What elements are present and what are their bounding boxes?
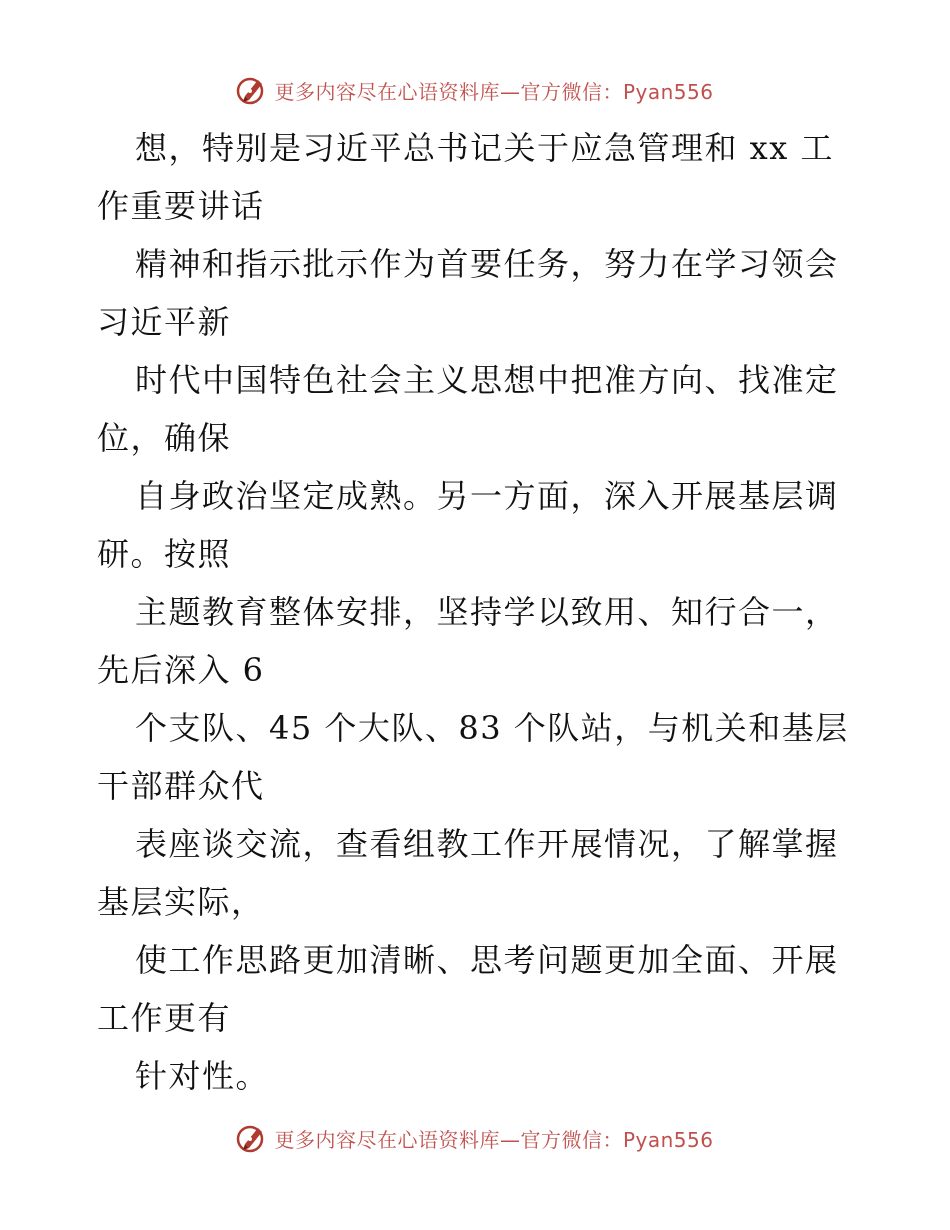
- watermark-text: 更多内容尽在心语资料库—官方微信：Pyan556: [274, 79, 714, 104]
- text-line: 针对性。: [135, 1057, 270, 1095]
- text-line: 研。按照: [97, 535, 232, 573]
- text-line: 精神和指示批示作为首要任务，努力在学习领会: [135, 245, 839, 283]
- text-line: 位，确保: [97, 419, 232, 457]
- text-line: 作重要讲话: [97, 187, 265, 225]
- text-line: 个支队、45 个大队、83 个队站，与机关和基层: [135, 709, 849, 747]
- text-line: 表座谈交流，查看组教工作开展情况，了解掌握: [135, 825, 839, 863]
- text-line: 使工作思路更加清晰、思考问题更加全面、开展: [135, 941, 839, 979]
- text-line: 主题教育整体安排，坚持学以致用、知行合一，: [135, 593, 839, 631]
- pen-nib-logo-icon: [236, 1122, 268, 1154]
- text-line: 想，特别是习近平总书记关于应急管理和 xx 工: [135, 129, 834, 167]
- pen-nib-logo-icon: [236, 74, 268, 106]
- text-line: 先后深入 6: [97, 651, 265, 689]
- watermark-text: 更多内容尽在心语资料库—官方微信：Pyan556: [274, 1127, 714, 1152]
- footer-watermark: [0, 1118, 950, 1158]
- text-line: 自身政治坚定成熟。另一方面，深入开展基层调: [135, 477, 839, 515]
- text-line: 基层实际，: [97, 883, 265, 921]
- text-line: 干部群众代: [97, 767, 265, 805]
- header-watermark: [0, 70, 950, 110]
- text-line: 时代中国特色社会主义思想中把准方向、找准定: [135, 361, 839, 399]
- text-line: 习近平新: [97, 303, 232, 341]
- text-line: 工作更有: [97, 999, 232, 1037]
